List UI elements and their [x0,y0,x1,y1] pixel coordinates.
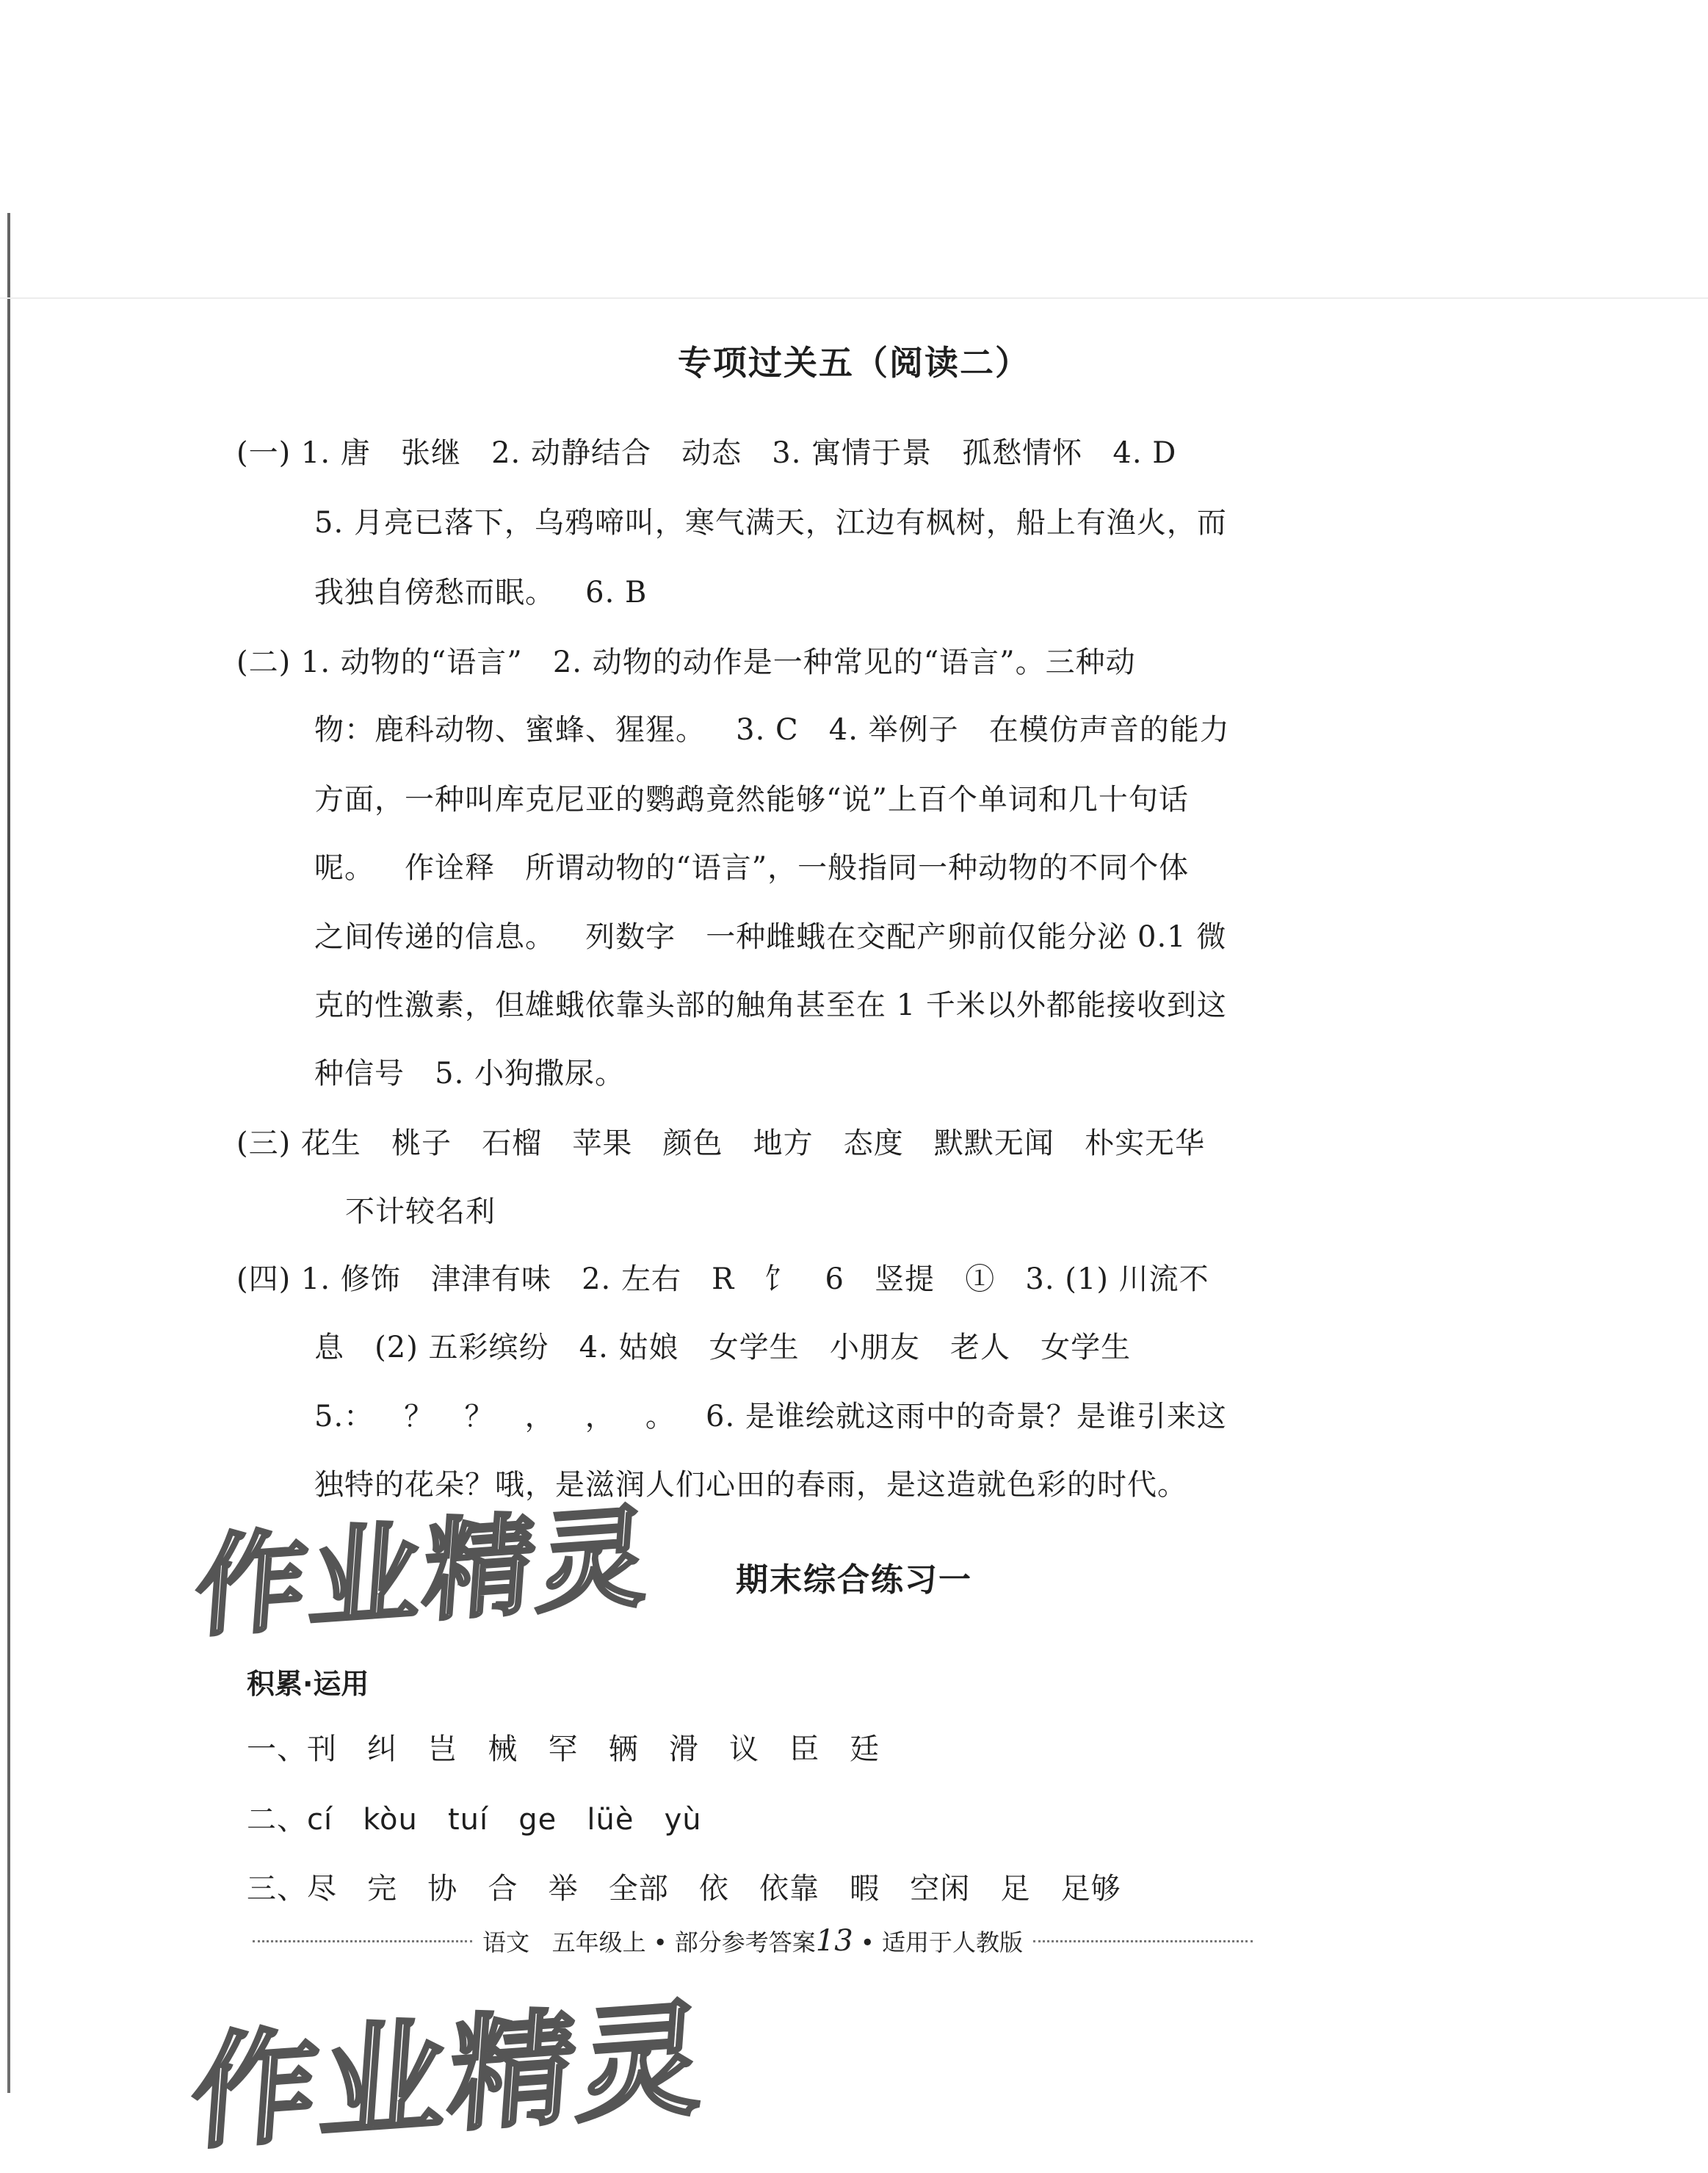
page-number: 13 [815,1924,853,1958]
watermark: 作业精灵 [191,1493,656,1653]
answer-line: (三) 花生 桃子 石榴 苹果 颜色 地方 态度 默默无闻 朴实无华 [236,1127,1206,1160]
scan-edge [7,213,10,2093]
answer-line: (四) 1. 修饰 津津有味 2. 左右 R 饣 6 竖提 ① 3. (1) 川流不 [236,1262,1209,1296]
answer-line: (二) 1. 动物的“语言” 2. 动物的动作是一种常见的“语言”。三种动 [236,646,1136,679]
footer-dots-left [253,1940,472,1942]
fold-line [0,297,1708,299]
footer-left-text: 语文 五年级上 • 部分参考答案 [482,1928,816,1956]
answer-line: 不计较名利 [345,1195,496,1229]
answer-line: 5.： ？ ？ ， ， 。 6. 是谁绘就这雨中的奇景？是谁引来这 [314,1400,1227,1433]
footer-dots-right [1033,1940,1253,1942]
page-footer [242,1924,1263,1958]
footer-right-text: • 适用于人教版 [853,1928,1023,1956]
answer-line: 之间传递的信息。 列数字 一种雌蛾在交配产卵前仅能分泌 0.1 微 [314,920,1227,954]
section-title-1: 专项过关五（阅读二） [678,343,1030,383]
section-subhead: 积累·运用 [247,1668,369,1700]
answer-line: 独特的花朵？哦，是滋润人们心田的春雨，是这造就色彩的时代。 [314,1468,1187,1502]
answer-line: 二、cí kòu tuí ge lüè yù [247,1803,702,1837]
answer-line: 三、尽 完 协 合 举 全部 依 依靠 暇 空闲 足 足够 [247,1872,1121,1906]
watermark: 作业精灵 [187,1986,712,2167]
answer-line: 种信号 5. 小狗撒尿。 [314,1057,626,1091]
section-title-2: 期末综合练习一 [736,1561,972,1599]
answer-line: 克的性激素，但雄蛾依靠头部的触角甚至在 1 千米以外都能接收到这 [314,988,1227,1022]
answer-line: 方面，一种叫库克尼亚的鹦鹉竟然能够“说”上百个单词和几十句话 [314,783,1189,817]
answer-line: 呢。 作诠释 所谓动物的“语言”，一般指同一种动物的不同个体 [314,851,1190,885]
answer-line: 5. 月亮已落下，乌鸦啼叫，寒气满天，江边有枫树，船上有渔火，而 [314,506,1227,540]
answer-line: 息 (2) 五彩缤纷 4. 姑娘 女学生 小朋友 老人 女学生 [314,1331,1132,1364]
answer-line: 一、刊 纠 岂 械 罕 辆 滑 议 臣 廷 [247,1732,880,1766]
answer-line: (一) 1. 唐 张继 2. 动静结合 动态 3. 寓情于景 孤愁情怀 4. D [236,436,1177,470]
answer-line: 我独自傍愁而眠。 6. B [314,576,648,610]
answer-line: 物：鹿科动物、蜜蜂、猩猩。 3. C 4. 举例子 在模仿声音的能力 [314,713,1230,747]
